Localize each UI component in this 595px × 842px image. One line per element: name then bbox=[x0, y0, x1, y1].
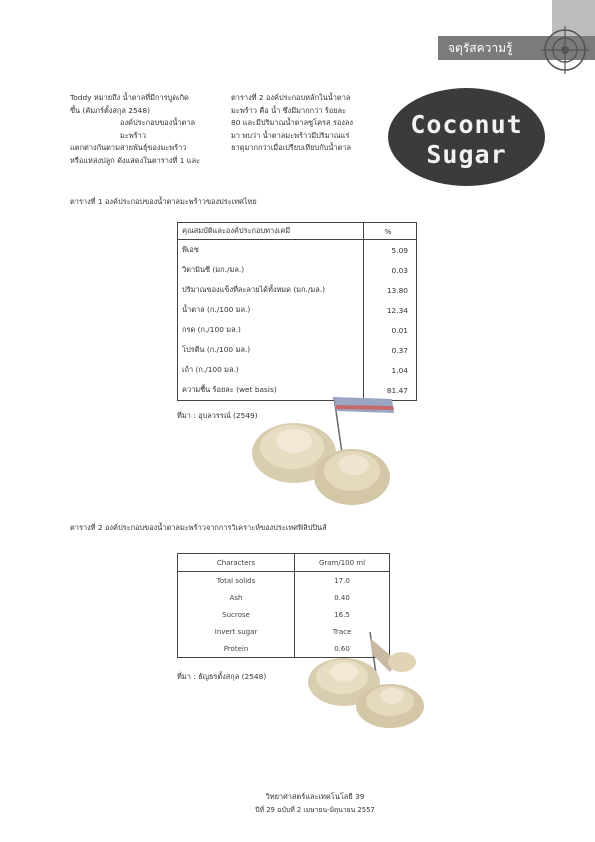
table1-col-property: คุณสมบัติและองค์ประกอบทางเคมี bbox=[178, 223, 364, 240]
table-row bbox=[178, 260, 417, 280]
row-value: 1.04 bbox=[364, 360, 417, 380]
row-label: พีเอช bbox=[182, 245, 199, 254]
row-value: 0.03 bbox=[364, 260, 417, 280]
table-row bbox=[178, 572, 390, 590]
table-header-row bbox=[178, 223, 417, 240]
badge-word-sugar: Sugar bbox=[426, 140, 507, 169]
row-label: โปรตีน (ก./100 มล.) bbox=[182, 345, 251, 354]
row-label: วิตามินซี (มก./มล.) bbox=[182, 265, 245, 274]
section-header bbox=[0, 0, 595, 60]
table-row bbox=[178, 300, 417, 320]
row-value: 0.01 bbox=[364, 320, 417, 340]
table2-caption: ตารางที่ 2 องค์ประกอบของน้ำตาลมะพร้าวจากการวิเคราะห์ของประเทศฟิลิปปินส์ bbox=[70, 523, 327, 532]
row-value: 12.34 bbox=[364, 300, 417, 320]
intro-line: 80 และมีปริมาณน้ำตาลซูโครส รองลง bbox=[231, 118, 354, 127]
table-row bbox=[178, 606, 390, 623]
intro-line: มา พบว่า น้ำตาลมะพร้าวมีปริมาณแร่ bbox=[231, 130, 350, 140]
table2-col-gram: Gram/100 ml bbox=[295, 554, 390, 572]
intro-line: ธาตุมากกว่าเมื่อเปรียบเทียบกับน้ำตาล bbox=[231, 143, 352, 152]
row-value: 17.0 bbox=[295, 572, 390, 590]
table-row bbox=[178, 589, 390, 606]
row-value: 81.47 bbox=[364, 380, 417, 401]
table-row bbox=[178, 340, 417, 360]
row-label: ปริมาณของแข็งที่ละลายได้ทั้งหมด (มก./มล.) bbox=[182, 285, 326, 294]
footer-issue-info: ปีที่ 29 ฉบับที่ 2 เมษายน-มิถุนายน 2557 bbox=[255, 806, 375, 814]
row-value: 5.09 bbox=[364, 240, 417, 261]
row-value: 0.37 bbox=[364, 340, 417, 360]
row-label: Sucrose bbox=[222, 610, 250, 619]
row-label: ความชื้น ร้อยละ (wet basis) bbox=[182, 385, 277, 394]
row-value: Trace bbox=[295, 623, 390, 640]
table-row bbox=[178, 320, 417, 340]
row-value: 0.60 bbox=[295, 640, 390, 658]
row-label: Protein bbox=[223, 644, 249, 653]
intro-line: Toddy หมายถึง น้ำตาลที่มีการบูดเกิด bbox=[70, 93, 189, 102]
coconut-sugar-badge bbox=[388, 88, 545, 186]
coconut-sugar-cakes-photo bbox=[298, 632, 428, 730]
intro-column-left bbox=[70, 92, 220, 167]
intro-line: องค์ประกอบของน้ำตาลมะพร้าว bbox=[120, 118, 196, 140]
table1-col-value: % bbox=[364, 223, 417, 240]
table2-col-characters: Characters bbox=[178, 554, 295, 572]
row-value: 0.40 bbox=[295, 589, 390, 606]
footer-magazine-title: วิทยาศาสตร์และเทคโนโลยี 39 bbox=[265, 792, 365, 801]
table2-source: ที่มา : ธัญธรตั้งสกุล (2548) bbox=[177, 672, 267, 681]
target-icon bbox=[541, 26, 589, 74]
intro-column-right bbox=[231, 92, 387, 155]
badge-word-coconut: Coconut bbox=[410, 110, 523, 139]
intro-line: แตกต่างกันตามสายพันธุ์ของมะพร้าว bbox=[70, 143, 187, 152]
intro-line: มะพร้าว คือ น้ำ ซึ่งมีมากกว่า ร้อยละ bbox=[231, 105, 346, 115]
table-header-row bbox=[178, 554, 390, 572]
row-value: 13.80 bbox=[364, 280, 417, 300]
intro-line: ตารางที่ 2 องค์ประกอบหลักในน้ำตาล bbox=[231, 93, 351, 102]
table1-source: ที่มา : อุบลวรรณ์ (2549) bbox=[177, 411, 258, 420]
table-row bbox=[178, 240, 417, 261]
row-value: 16.5 bbox=[295, 606, 390, 623]
row-label: Ash bbox=[229, 593, 243, 602]
section-title: จตุรัสความรู้ bbox=[438, 36, 595, 60]
row-label: เถ้า (ก./100 มล.) bbox=[182, 365, 239, 374]
coconut-sugar-cakes-photo bbox=[242, 393, 400, 508]
row-label: กรด (ก./100 มล.) bbox=[182, 325, 241, 334]
row-label: Total solids bbox=[216, 576, 256, 585]
row-label: น้ำตาล (ก./100 มล.) bbox=[182, 305, 251, 314]
table1 bbox=[177, 222, 417, 401]
intro-line: ขึ้น (คัมภร์ตั้งสกุล 2548) bbox=[70, 105, 150, 115]
table1-caption: ตารางที่ 1 องค์ประกอบของน้ำตาลมะพร้าวของประเทศไทย bbox=[70, 197, 257, 206]
intro-line: หรือแหล่งปลูก ดังแสดงในตารางที่ 1 และ bbox=[70, 155, 201, 165]
table-row bbox=[178, 360, 417, 380]
row-label: Invert sugar bbox=[214, 627, 258, 636]
table-row bbox=[178, 280, 417, 300]
